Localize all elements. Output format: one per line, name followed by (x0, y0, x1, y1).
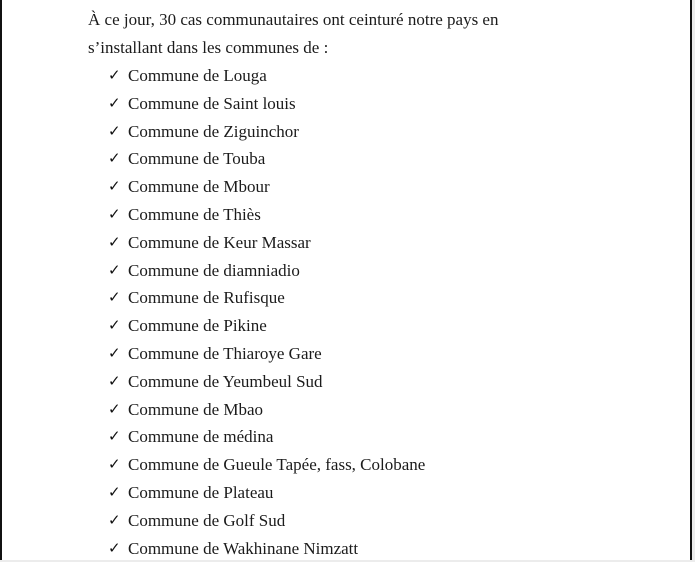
list-item (108, 340, 425, 368)
checkmark-icon: ✓ (108, 343, 121, 362)
checkmark-icon: ✓ (108, 260, 121, 279)
checkmark-icon: ✓ (108, 427, 121, 446)
list-item (108, 479, 425, 507)
list-item (108, 312, 425, 340)
commune-name: Commune de Gueule Tapée, fass, Colobane (128, 455, 426, 475)
list-item (108, 201, 425, 229)
checkmark-icon: ✓ (108, 399, 121, 418)
checkmark-icon: ✓ (108, 510, 121, 529)
commune-name: Commune de médina (128, 427, 274, 447)
checkmark-icon: ✓ (108, 93, 121, 112)
intro-line-2: s’installant dans les communes de : (88, 38, 329, 57)
checkmark-icon: ✓ (108, 204, 121, 223)
list-item (108, 535, 425, 562)
checkmark-icon: ✓ (108, 66, 121, 84)
commune-name: Commune de Rufisque (128, 288, 285, 308)
list-item (108, 118, 425, 146)
checkmark-icon: ✓ (108, 149, 121, 168)
checkmark-icon: ✓ (108, 538, 121, 557)
checkmark-icon: ✓ (108, 177, 121, 196)
list-item (108, 284, 425, 312)
commune-name: Commune de Yeumbeul Sud (128, 371, 323, 391)
commune-name: Commune de Thiès (128, 204, 261, 224)
commune-name: Commune de Louga (128, 66, 267, 85)
intro-line-1: À ce jour, 30 cas communautaires ont ceinturé notre pays en (88, 10, 499, 29)
commune-name: Commune de Thiaroye Gare (128, 343, 322, 363)
commune-name: Commune de Plateau (128, 482, 274, 502)
commune-name: Commune de Mbao (128, 399, 264, 419)
commune-name: Commune de Golf Sud (128, 510, 286, 530)
commune-name: Commune de Touba (128, 149, 266, 169)
list-item (108, 423, 425, 451)
commune-name: Commune de Pikine (128, 316, 267, 336)
list-item (108, 368, 425, 396)
list-item (108, 257, 425, 285)
list-item (108, 396, 425, 424)
list-item (108, 145, 425, 173)
checkmark-icon: ✓ (108, 232, 121, 251)
cropped-text-fragment (264, 0, 424, 2)
checkmark-icon: ✓ (108, 288, 121, 307)
checkmark-icon: ✓ (108, 455, 121, 474)
list-item (108, 90, 425, 118)
commune-name: Commune de Saint louis (128, 93, 296, 113)
commune-name: Commune de Wakhinane Nimzatt (128, 538, 359, 558)
commune-name: Commune de Keur Massar (128, 232, 311, 252)
commune-list (108, 62, 425, 562)
list-item (108, 451, 425, 479)
list-item (108, 229, 425, 257)
checkmark-icon: ✓ (108, 482, 121, 501)
checkmark-icon: ✓ (108, 121, 121, 140)
commune-name: Commune de Ziguinchor (128, 121, 299, 141)
commune-name: Commune de Mbour (128, 177, 270, 197)
checkmark-icon: ✓ (108, 316, 121, 335)
list-item (108, 173, 425, 201)
list-item (108, 62, 425, 90)
commune-name: Commune de diamniadio (128, 260, 300, 280)
list-item (108, 507, 425, 535)
intro-paragraph (88, 6, 616, 62)
checkmark-icon: ✓ (108, 371, 121, 390)
